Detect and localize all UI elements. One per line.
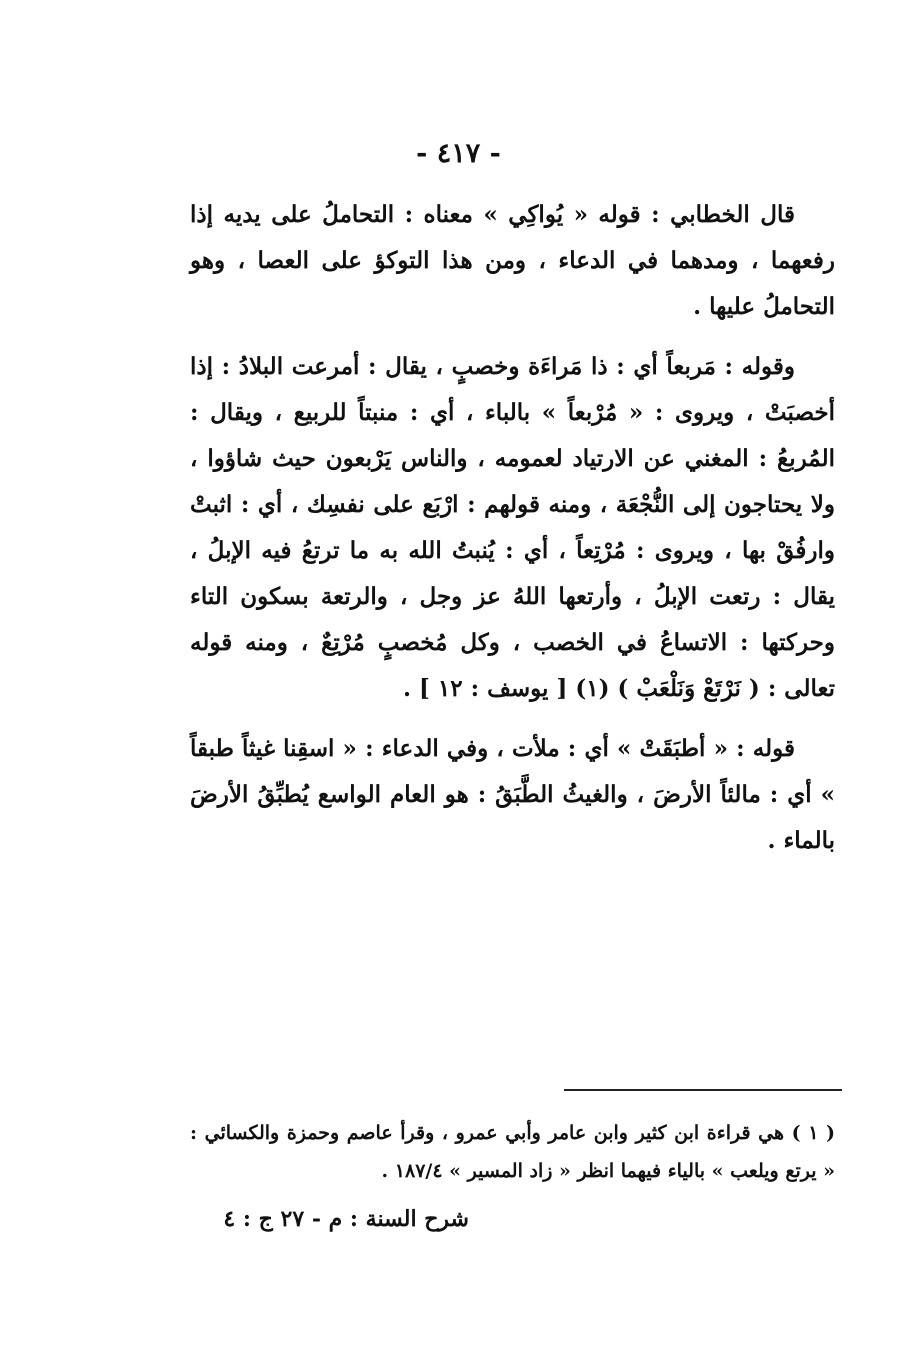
footnote-separator [564,1089,842,1091]
page-number: - ٤١٧ - [416,138,501,169]
paragraph: قوله : « أطبَقَتْ » أي : ملأت ، وفي الدعاء : « اسقِنا غيثاً طبقاً » أي : مالئاً الأرضَ ، والغيثُ الطَّبَقُ : هو العام الواسع يُطبِّقُ الأرضَ بالماء . [190,735,835,854]
footnote: ( ١ ) هي قراءة ابن كثير وابن عامر وأبي عمرو ، وقرأ عاصم وحمزة والكسائي : « يرتع ويلعب » بالياء فيهما انظر « زاد المسير » ١٨٧/٤ . [190,1122,835,1182]
main-text [190,192,835,878]
paragraph: قال الخطابي : قوله « يُواكِي » معناه : التحاملُ على يديه إذا رفعهما ، ومدهما في الدعاء ، ومن هذا التوكؤ على العصا ، وهو التحاملُ عليها . [190,201,835,320]
paragraph: وقوله : مَربعاً أي : ذا مَراءَة وخصبٍ ، يقال : أمرعت البلادُ : إذا أخصبَتْ ، ويروى : « مُرْبعاً » بالباء ، أي : منبتاً للربيع ، ويقال : المُربعُ : المغني عن الارتياد لعمومه ، والناس يَرْبعون حيث شاؤوا ، ولا يحتاجون إلى النُّجْعَة ، ومنه قولهم : ارْبَع على نفسِك ، أي : اثبتْ وارفُقْ بها ، ويروى : مُرْتِعاً ، أي : يُنبتُ الله به ما ترتعُ فيه الإبلُ ، يقال : رتعت الإبلُ ، وأرتعها اللهُ عز وجل ، والرتعة بسكون التاء وحركتها : الاتساعُ في الخصب ، وكل مُخصبٍ مُرْتِعٌ ، ومنه قوله تعالى : ( نَرْتَعْ وَنَلْعَبْ ) (١) [ يوسف : ١٢ ] . [190,353,835,702]
page-signature: شرح السنة : م - ٢٧ ج : ٤ [223,1206,469,1232]
